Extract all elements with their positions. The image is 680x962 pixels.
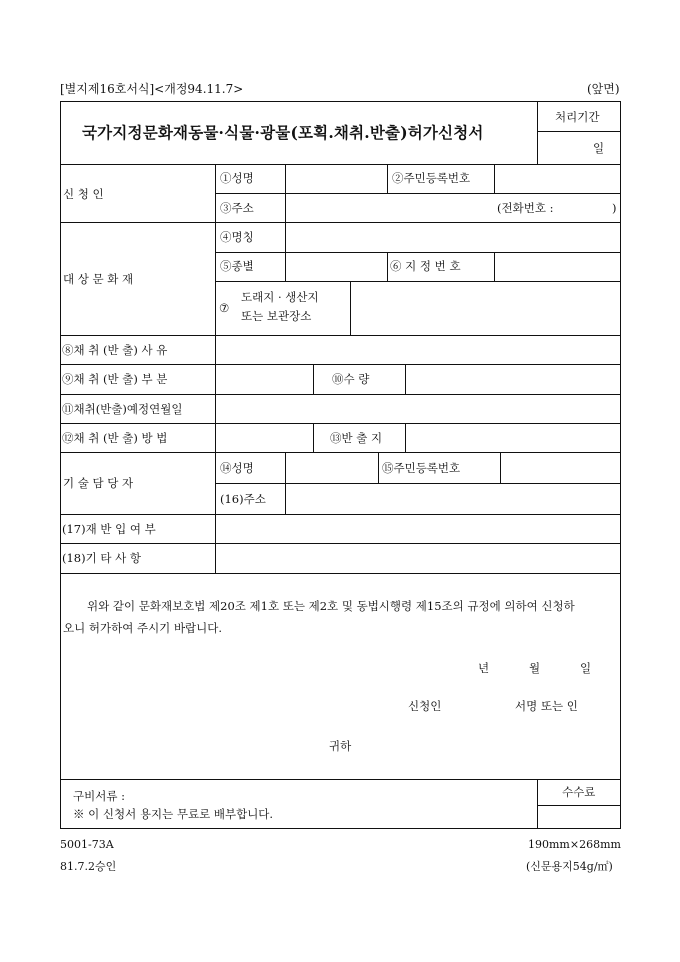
front-side-label: (앞면) (587, 82, 620, 96)
applicant-id-field[interactable] (496, 166, 620, 192)
quantity-field[interactable] (407, 366, 620, 393)
location-number: ⑦ (219, 301, 230, 315)
applicant-name-field[interactable] (287, 166, 385, 192)
date-day: 일 (580, 661, 592, 675)
collection-date-field[interactable] (217, 396, 620, 422)
other-field[interactable] (217, 545, 620, 572)
applicant-name-label: ①성명 (220, 171, 254, 185)
technician-section-label: 기 술 담 당 자 (63, 476, 134, 490)
destination-label: ⑬반 출 지 (330, 431, 383, 445)
date-year: 년 (478, 661, 490, 675)
location-label-line1: 도래지 · 생산지 (241, 290, 319, 304)
free-distribution-note: ※ 이 신청서 용지는 무료로 배부합니다. (73, 807, 274, 821)
target-type-label: ⑤종별 (220, 259, 254, 273)
return-field[interactable] (217, 516, 620, 542)
recipient-label: 귀하 (329, 739, 352, 753)
collection-method-label: ⑫채 취 (반 출) 방 법 (62, 431, 168, 445)
other-label: (18)기 타 사 항 (62, 551, 142, 565)
form-number: [별지제16호서식]<개정94.11.7> (60, 82, 244, 96)
designation-number-field[interactable] (496, 254, 620, 280)
applicant-phone-label: (전화번호 : (497, 201, 554, 215)
signature-label: 서명 또는 인 (515, 699, 578, 713)
processing-period-label: 처리기간 (555, 110, 600, 124)
form-code: 5001-73A (60, 838, 114, 851)
technician-address-label: (16)주소 (220, 492, 266, 506)
processing-period-unit: 일 (593, 141, 605, 155)
collection-part-label: ⑨채 취 (반 출) 부 분 (62, 372, 168, 386)
target-type-field[interactable] (287, 254, 385, 280)
date-month: 월 (529, 661, 541, 675)
quantity-label: ⑩수 량 (332, 372, 370, 386)
technician-address-field[interactable] (287, 485, 620, 513)
target-name-label: ④명칭 (220, 230, 254, 244)
collection-method-field[interactable] (217, 425, 312, 451)
collection-date-label: ⑪채취(반출)예정연월일 (62, 402, 183, 416)
documents-label: 구비서류 : (73, 789, 125, 803)
declaration-line1: 위와 같이 문화재보호법 제20조 제1호 또는 제2호 및 동법시행령 제15조의 규정에 의하여 신청하 (87, 599, 575, 613)
paper-type: (신문용지54g/㎡) (526, 860, 613, 873)
form-title: 국가지정문화재동물·식물·광물(포획.채취.반출)허가신청서 (82, 123, 484, 142)
collection-part-field[interactable] (217, 366, 312, 393)
applicant-phone-close: ) (612, 201, 617, 215)
signer-label: 신청인 (408, 699, 442, 713)
applicant-id-label: ②주민등록번호 (392, 171, 471, 185)
technician-name-field[interactable] (287, 454, 377, 482)
applicant-section-label: 신 청 인 (63, 187, 104, 201)
fee-label: 수수료 (562, 785, 596, 799)
technician-id-label: ⑮주민등록번호 (382, 461, 461, 475)
collection-reason-field[interactable] (217, 337, 620, 363)
applicant-address-label: ③주소 (220, 201, 254, 215)
technician-name-label: ⑭성명 (220, 461, 254, 475)
collection-reason-label: ⑧채 취 (반 출) 사 유 (62, 343, 168, 357)
designation-number-label: ⑥ 지 정 번 호 (390, 259, 461, 273)
target-name-field[interactable] (287, 224, 620, 251)
return-label: (17)재 반 입 여 부 (62, 522, 156, 536)
approval-date: 81.7.2승인 (60, 860, 117, 873)
location-label-line2: 또는 보관장소 (241, 309, 312, 323)
target-section-label: 대 상 문 화 재 (63, 272, 134, 286)
destination-field[interactable] (407, 425, 620, 451)
paper-size: 190mm×268mm (528, 838, 621, 851)
applicant-address-field[interactable] (287, 195, 493, 221)
declaration-line2: 오니 허가하여 주시기 바랍니다. (63, 621, 223, 635)
location-field[interactable] (352, 283, 620, 334)
technician-id-field[interactable] (502, 454, 620, 482)
